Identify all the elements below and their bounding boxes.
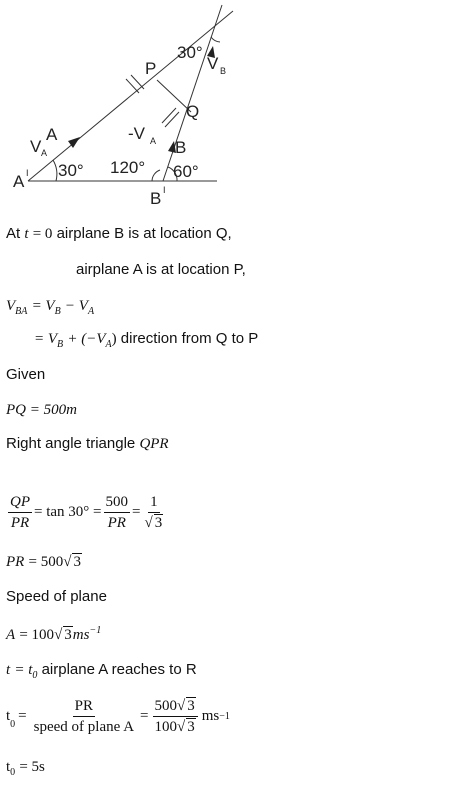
pr-sqrt-value: 3 [73,554,81,570]
final-sub: 0 [10,767,16,778]
t0-statement [6,225,232,243]
t0-eq3: = [140,708,149,724]
angle-arc-120 [152,170,160,181]
a-lhs: A [6,627,16,643]
final-answer [6,758,45,778]
label-minus-va-sub: A [150,136,157,146]
sqrt3-value: 3 [154,515,163,531]
a-unit-exp: −1 [89,625,102,636]
label-angle-60: 60° [173,162,199,181]
frac-pr-num: PR [73,697,95,717]
label-vb-sub: B [220,66,227,76]
frac-500-pr [104,493,131,532]
tan-equation [6,493,167,532]
speed-text: Speed of plane [6,588,107,605]
vba-sub2: A [87,306,95,317]
frac-500-num: 500 [104,493,131,513]
frac-500sqrt3 [153,697,198,736]
vba2-sub2: A [105,339,112,350]
t-reach-statement [6,661,197,681]
label-a-prime-mark: I [26,168,29,178]
airplane-a-text: airplane A is at location P, [76,261,246,278]
label-va: V [30,137,42,156]
t0-eq2: = [18,708,27,724]
t0-prefix: At [6,225,21,242]
frac-1-num: 1 [148,493,160,513]
frac5-den-value: 100 [154,719,177,735]
a-sqrt-value: 3 [64,627,72,643]
vba-lhs: V [6,298,16,314]
eq-sign: = [132,504,141,520]
angle-arc-top [211,37,220,42]
t-eq: = t [14,662,33,678]
frac5-num-sqrt: 3 [187,698,195,714]
t0-unit-exp: −1 [219,711,230,722]
tick-q2 [165,112,179,127]
a-unit: ms [72,627,90,643]
line-b-path [163,5,222,181]
label-b-prime: B [150,189,162,208]
vba2-sub1: B [57,339,64,350]
frac-qp-pr [8,493,32,532]
frac-1-sqrt3 [142,493,165,532]
label-angle-30: 30° [58,161,84,180]
given-text: Given [6,366,46,383]
given-label [6,366,45,383]
label-b-prime-mark: I [163,185,166,195]
frac-pr-den-2: PR [107,515,126,531]
label-p: P [145,59,157,78]
frac-sqrt3-den: √ 3 [144,515,163,531]
tan-text: = tan 30° = [34,504,102,520]
vba2-close: ) [111,331,117,347]
t0-unit: ms [201,708,220,724]
vba2-rest: direction from Q to P [120,330,259,347]
label-va-sub: A [41,148,48,158]
t0-rest: airplane B is at location Q, [56,225,232,242]
label-angle-30-top: 30° [177,43,203,62]
pr-lhs: PR [6,554,25,570]
vba-eq: = V [31,298,55,314]
t0-eq: = 0 [32,226,53,242]
vba-lhs-sub: BA [15,306,28,317]
right-angle-text: Right angle triangle [6,435,136,452]
vba-sub1: B [54,306,61,317]
pr-equation [6,553,82,571]
pq-text: PQ = 500m [6,402,77,418]
a-rhs: = 100 [19,627,55,643]
frac5-den: 100√ 3 [154,719,195,735]
label-a-prime: A [13,172,25,191]
frac-pr-den: PR [10,515,30,531]
vba-equation [6,297,94,317]
frac5-den-sqrt: 3 [187,719,195,735]
label-minus-va: -V [128,124,145,143]
line-a-path [28,11,233,181]
t-rest: airplane A reaches to R [41,661,197,678]
label-vb: V [207,54,219,73]
airplane-a-statement [76,261,246,278]
vector-diagram [0,0,466,215]
a-sqrt-symbol: √ 3 [54,627,72,643]
speed-label [6,588,107,605]
a-equation [6,625,101,644]
label-angle-120: 120° [110,158,146,177]
t0-var: t [24,226,29,242]
pr-sqrt-symbol: √ 3 [63,554,81,570]
t-var: t [6,662,11,678]
angle-arc-30 [53,160,57,181]
frac5-num: 500√ 3 [153,697,198,717]
vba-equation-2 [34,330,258,350]
right-angle-statement [6,435,169,453]
t0-lhs: t [6,708,11,724]
label-a: A [46,125,58,144]
t-sub: 0 [32,670,38,681]
vba-minus: − V [64,298,88,314]
final-rhs: = 5s [19,759,45,775]
t0-lhs-sub: 0 [10,719,16,730]
tick-q1 [162,108,176,123]
pr-rhs: = 500 [28,554,64,570]
frac5-num-value: 500 [154,698,177,714]
frac-speed-den: speed of plane A [33,719,135,735]
frac-pr-speed [32,697,136,736]
final-lhs: t [6,759,11,775]
right-angle-var: QPR [139,436,169,452]
label-b: B [175,138,187,157]
vba2-plus: + (−V [67,331,106,347]
vba2-eq: = V [34,331,58,347]
pq-equation [6,401,77,419]
frac-qp-num: QP [8,493,32,513]
label-q: Q [186,102,200,121]
t0-equation [6,697,230,736]
